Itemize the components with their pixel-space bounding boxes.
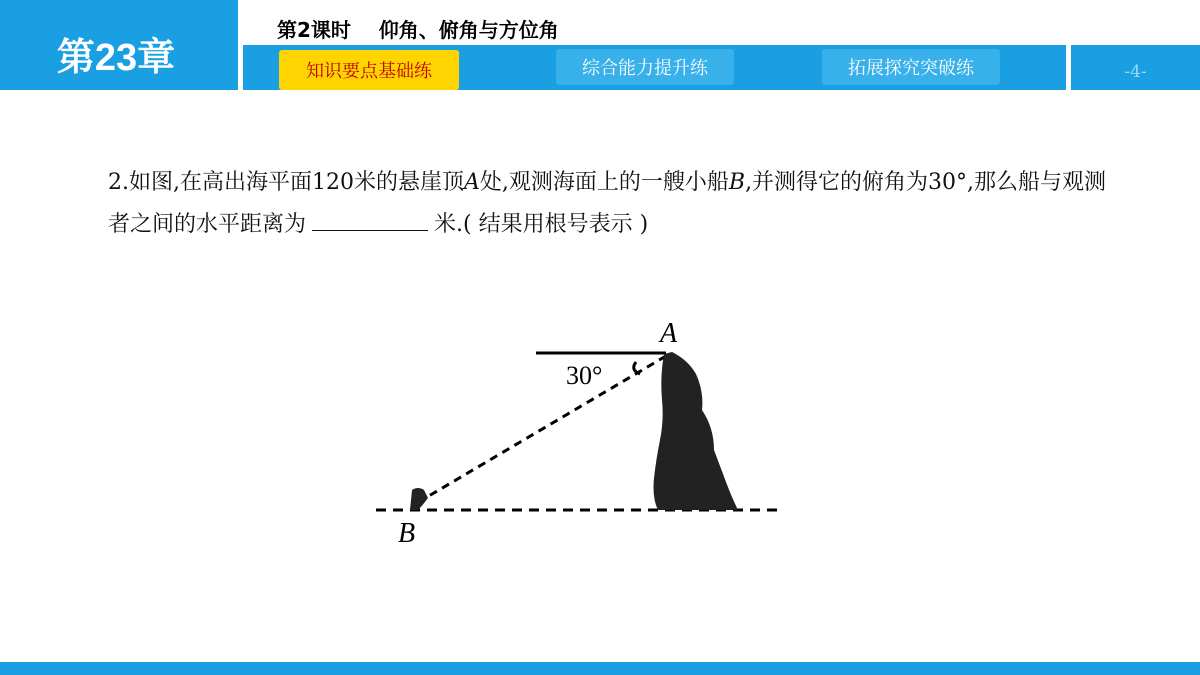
question-part3: ,并测得它的俯角为30°,那么船与观测者之间的水平距离为 xyxy=(108,170,1107,237)
question-unit: 米.( 结果用根号表示 ) xyxy=(434,212,649,237)
cliff-shape xyxy=(654,352,739,510)
tab-comprehensive-practice[interactable]: 综合能力提升练 xyxy=(556,49,734,85)
answer-blank[interactable] xyxy=(312,208,428,231)
tab-extension-practice[interactable]: 拓展探究突破练 xyxy=(822,49,1000,85)
lesson-title: 第2课时 仰角、俯角与方位角 xyxy=(277,18,559,42)
label-b: B xyxy=(398,518,416,549)
page-number: -4- xyxy=(1124,61,1147,82)
tab-basic-practice[interactable]: 知识要点基础练 xyxy=(279,50,459,90)
bottom-bar xyxy=(0,662,1200,675)
line-of-sight xyxy=(422,356,666,500)
point-a-ref: A xyxy=(464,170,480,195)
question-number: 2. xyxy=(108,170,129,195)
angle-arc xyxy=(634,362,640,374)
page-number-box xyxy=(1071,45,1200,90)
label-a: A xyxy=(660,318,678,349)
boat-shape xyxy=(410,488,428,510)
question-text xyxy=(108,162,1118,246)
question-part1: 如图,在高出海平面120米的悬崖顶 xyxy=(129,170,464,195)
chapter-box xyxy=(0,0,238,90)
point-b-ref: B xyxy=(728,170,746,195)
question-part2: 处,观测海面上的一艘小船 xyxy=(479,170,729,195)
chapter-title: 第23章 xyxy=(56,36,176,79)
header xyxy=(0,0,1200,90)
tab-bar xyxy=(243,45,1066,90)
cliff-figure xyxy=(360,310,800,560)
angle-label: 30° xyxy=(566,361,603,390)
